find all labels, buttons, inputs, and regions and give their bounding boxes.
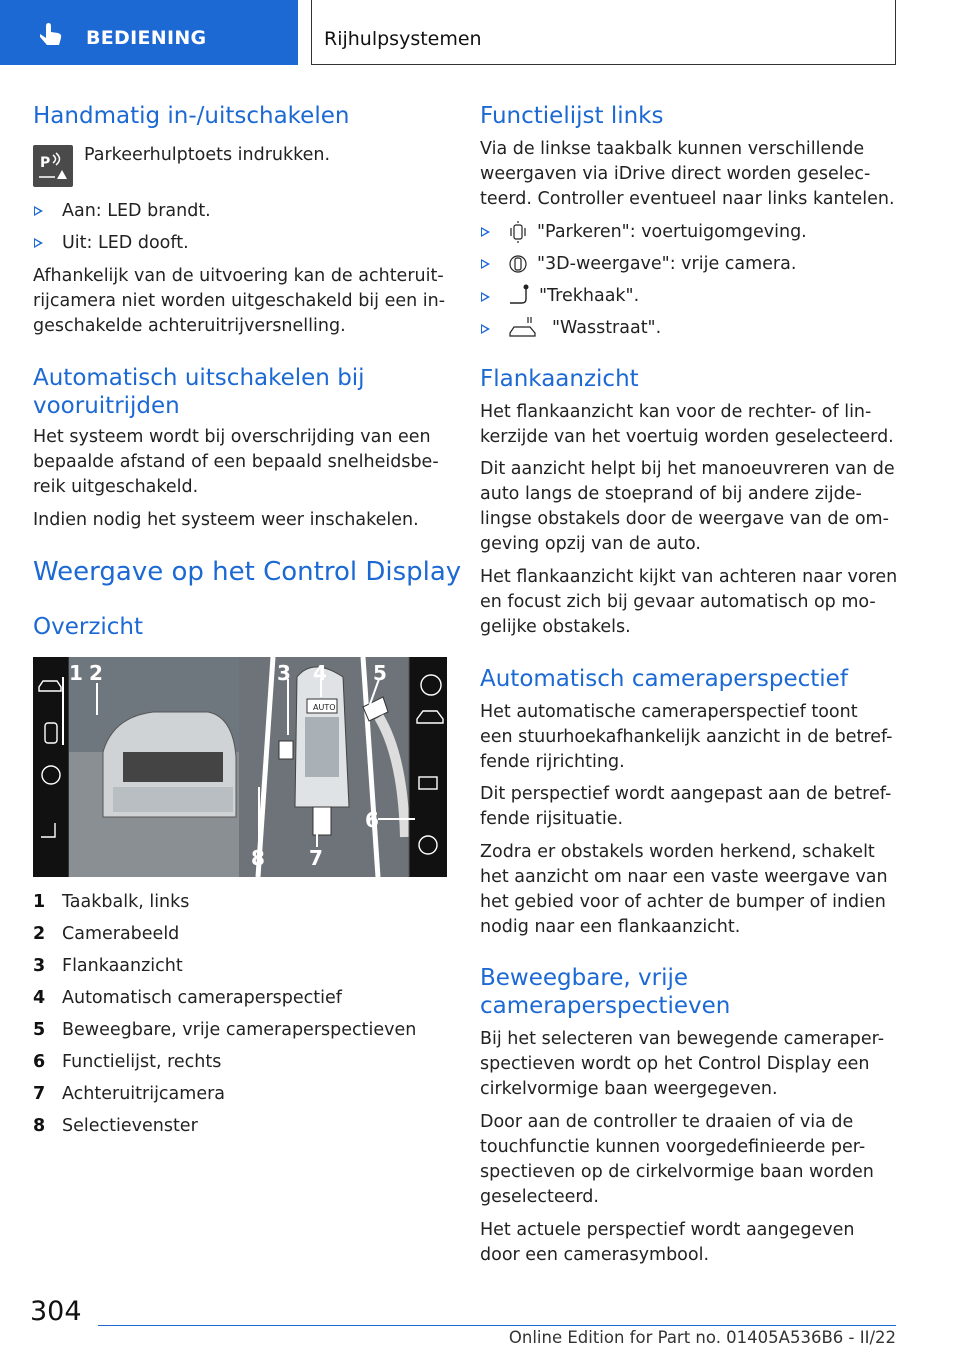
callout-8: 8 bbox=[251, 846, 265, 870]
callout-4: 4 bbox=[313, 661, 327, 685]
free-paragraph-1 bbox=[480, 1027, 884, 1102]
legend-number: 4 bbox=[33, 988, 46, 1008]
line: Bij het selecteren van bewegende cameraper- bbox=[480, 1029, 885, 1049]
heading-funclist: Functielijst links bbox=[480, 103, 664, 129]
legend-text: Achteruitrijcamera bbox=[62, 1084, 226, 1104]
line: fende rijsituatie. bbox=[480, 809, 624, 829]
bullet-triangle bbox=[481, 227, 490, 237]
legend-number: 7 bbox=[33, 1084, 46, 1104]
legend-number: 5 bbox=[33, 1020, 46, 1040]
item-parking: "Parkeren": voertuigomgeving. bbox=[537, 222, 807, 242]
legend-number: 6 bbox=[33, 1052, 46, 1072]
flank-paragraph-2 bbox=[480, 457, 895, 557]
control-display-figure bbox=[33, 657, 447, 877]
line: rijcamera niet worden uitgeschakeld bij een in- bbox=[33, 291, 446, 311]
line: geselecteerd. bbox=[480, 1187, 599, 1207]
heading-auto-off bbox=[33, 364, 365, 420]
heading-free-perspectives bbox=[480, 964, 730, 1020]
autocam-paragraph-2 bbox=[480, 782, 891, 832]
legend-number: 8 bbox=[33, 1116, 46, 1136]
line: cirkelvormige baan weergegeven. bbox=[480, 1079, 778, 1099]
auto-label: AUTO bbox=[313, 703, 336, 712]
callout-2: 2 bbox=[89, 661, 103, 685]
item-3d-view: "3D-weergave": vrije camera. bbox=[537, 254, 797, 274]
free-paragraph-3 bbox=[480, 1218, 854, 1268]
line: Door aan de controller te draaien of via de bbox=[480, 1112, 854, 1132]
line: Via de linkse taakbalk kunnen verschillende bbox=[480, 139, 865, 159]
legend-text: Flankaanzicht bbox=[62, 956, 183, 976]
press-button-text: Parkeerhulptoets indrukken. bbox=[84, 145, 331, 165]
legend-number: 3 bbox=[33, 956, 46, 976]
line: lingse obstakels door de weergave van de om- bbox=[480, 509, 889, 529]
line: Het flankaanzicht kijkt van achteren naar voren bbox=[480, 567, 898, 587]
bullet-triangle bbox=[481, 324, 490, 334]
line: spectieven wordt op het Control Display een bbox=[480, 1054, 870, 1074]
heading-autocam: Automatisch cameraperspectief bbox=[480, 666, 848, 692]
section-tab bbox=[0, 0, 298, 65]
legend-text: Selectievenster bbox=[62, 1116, 198, 1136]
auto-off-paragraph bbox=[33, 425, 439, 500]
heading-flank: Flankaanzicht bbox=[480, 366, 639, 392]
car-wash-icon bbox=[508, 315, 538, 339]
line: nodig naar een flankaanzicht. bbox=[480, 917, 741, 937]
callout-6: 6 bbox=[365, 808, 379, 832]
item-tow-hitch: "Trekhaak". bbox=[539, 286, 640, 306]
line: auto langs de stoeprand of bij andere zijde- bbox=[480, 484, 862, 504]
section-title: BEDIENING bbox=[86, 27, 207, 49]
line: Afhankelijk van de uitvoering kan de achteruit- bbox=[33, 266, 444, 286]
depend-paragraph bbox=[33, 264, 445, 339]
line: geschakelde achteruitrijversnelling. bbox=[33, 316, 346, 336]
legend-text: Taakbalk, links bbox=[62, 892, 190, 912]
legend-text: Automatisch cameraperspectief bbox=[62, 988, 342, 1008]
item-car-wash: "Wasstraat". bbox=[552, 318, 662, 338]
bullet-triangle bbox=[34, 238, 43, 248]
bullet-triangle bbox=[481, 292, 490, 302]
line: Dit perspectief wordt aangepast aan de betref- bbox=[480, 784, 892, 804]
line: het gebied voor of achter de bumper of indien bbox=[480, 892, 886, 912]
line: Dit aanzicht helpt bij het manoeuvreren van de bbox=[480, 459, 895, 479]
callout-3: 3 bbox=[277, 661, 291, 685]
line: Het automatische cameraperspectief toont bbox=[480, 702, 858, 722]
reactivate-paragraph: Indien nodig het systeem weer inschakelen. bbox=[33, 510, 419, 530]
line: teerd. Controller eventueel naar links kantelen. bbox=[480, 189, 895, 209]
park-assist-button-icon bbox=[33, 145, 73, 187]
line: Het flankaanzicht kan voor de rechter- of lin- bbox=[480, 402, 872, 422]
hand-pointer-icon bbox=[38, 22, 64, 46]
svg-text:P: P bbox=[40, 155, 51, 171]
line: reik uitgeschakeld. bbox=[33, 477, 199, 497]
footer-edition: Online Edition for Part no. 01405A536B6 - II/22 bbox=[508, 1328, 896, 1347]
legend-text: Beweegbare, vrije cameraperspectieven bbox=[62, 1020, 417, 1040]
line: en focust zich bij gevaar automatisch op mo- bbox=[480, 592, 876, 612]
line: vooruitrijden bbox=[33, 393, 180, 419]
legend-text: Camerabeeld bbox=[62, 924, 180, 944]
autocam-paragraph-1 bbox=[480, 700, 893, 775]
legend-number: 1 bbox=[33, 892, 46, 912]
control-display-illustration bbox=[33, 657, 447, 877]
line: bepaalde afstand of een bepaald snelheidsbe- bbox=[33, 452, 439, 472]
footer-rule bbox=[98, 1325, 896, 1326]
free-paragraph-2 bbox=[480, 1110, 874, 1210]
line: kerzijde van het voertuig worden geselecteerd. bbox=[480, 427, 894, 447]
line: het aanzicht om naar een vaste weergave van bbox=[480, 867, 888, 887]
line: Automatisch uitschakelen bij bbox=[33, 365, 365, 391]
line: gelijke obstakels. bbox=[480, 617, 631, 637]
heading-manual: Handmatig in-/uitschakelen bbox=[33, 103, 350, 129]
line: Het actuele perspectief wordt aangegeven bbox=[480, 1220, 855, 1240]
line: Het systeem wordt bij overschrijding van een bbox=[33, 427, 431, 447]
bullet-triangle bbox=[481, 259, 490, 269]
line: weergaven via iDrive direct worden geselec- bbox=[480, 164, 871, 184]
funclist-paragraph bbox=[480, 137, 895, 212]
line: cameraperspectieven bbox=[480, 993, 731, 1019]
page-number: 304 bbox=[30, 1296, 82, 1327]
flank-paragraph-3 bbox=[480, 565, 897, 640]
chapter-title: Rijhulpsystemen bbox=[324, 28, 482, 50]
flank-paragraph-1 bbox=[480, 400, 894, 450]
tow-hitch-icon bbox=[508, 283, 532, 307]
callout-1: 1 bbox=[69, 661, 83, 685]
callout-7: 7 bbox=[309, 846, 323, 870]
parking-car-icon bbox=[510, 220, 526, 244]
bullet-triangle bbox=[34, 206, 43, 216]
3d-view-icon bbox=[509, 252, 527, 276]
legend-text: Functielijst, rechts bbox=[62, 1052, 222, 1072]
line: geving opzij van de auto. bbox=[480, 534, 701, 554]
line: Zodra er obstakels worden herkend, schakelt bbox=[480, 842, 875, 862]
line: een stuurhoekafhankelijk aanzicht in de betref- bbox=[480, 727, 893, 747]
line: fende rijrichting. bbox=[480, 752, 625, 772]
legend-number: 2 bbox=[33, 924, 46, 944]
autocam-paragraph-3 bbox=[480, 840, 888, 940]
callout-5: 5 bbox=[373, 661, 387, 685]
heading-overview: Overzicht bbox=[33, 614, 144, 640]
on-text: Aan: LED brandt. bbox=[62, 201, 211, 221]
line: door een camerasymbool. bbox=[480, 1245, 710, 1265]
off-text: Uit: LED dooft. bbox=[62, 233, 189, 253]
heading-display: Weergave op het Control Display bbox=[33, 557, 462, 587]
line: Beweegbare, vrije bbox=[480, 965, 689, 991]
line: spectieven op de cirkelvormige baan worden bbox=[480, 1162, 874, 1182]
line: touchfunctie kunnen voorgedefinieerde per- bbox=[480, 1137, 866, 1157]
